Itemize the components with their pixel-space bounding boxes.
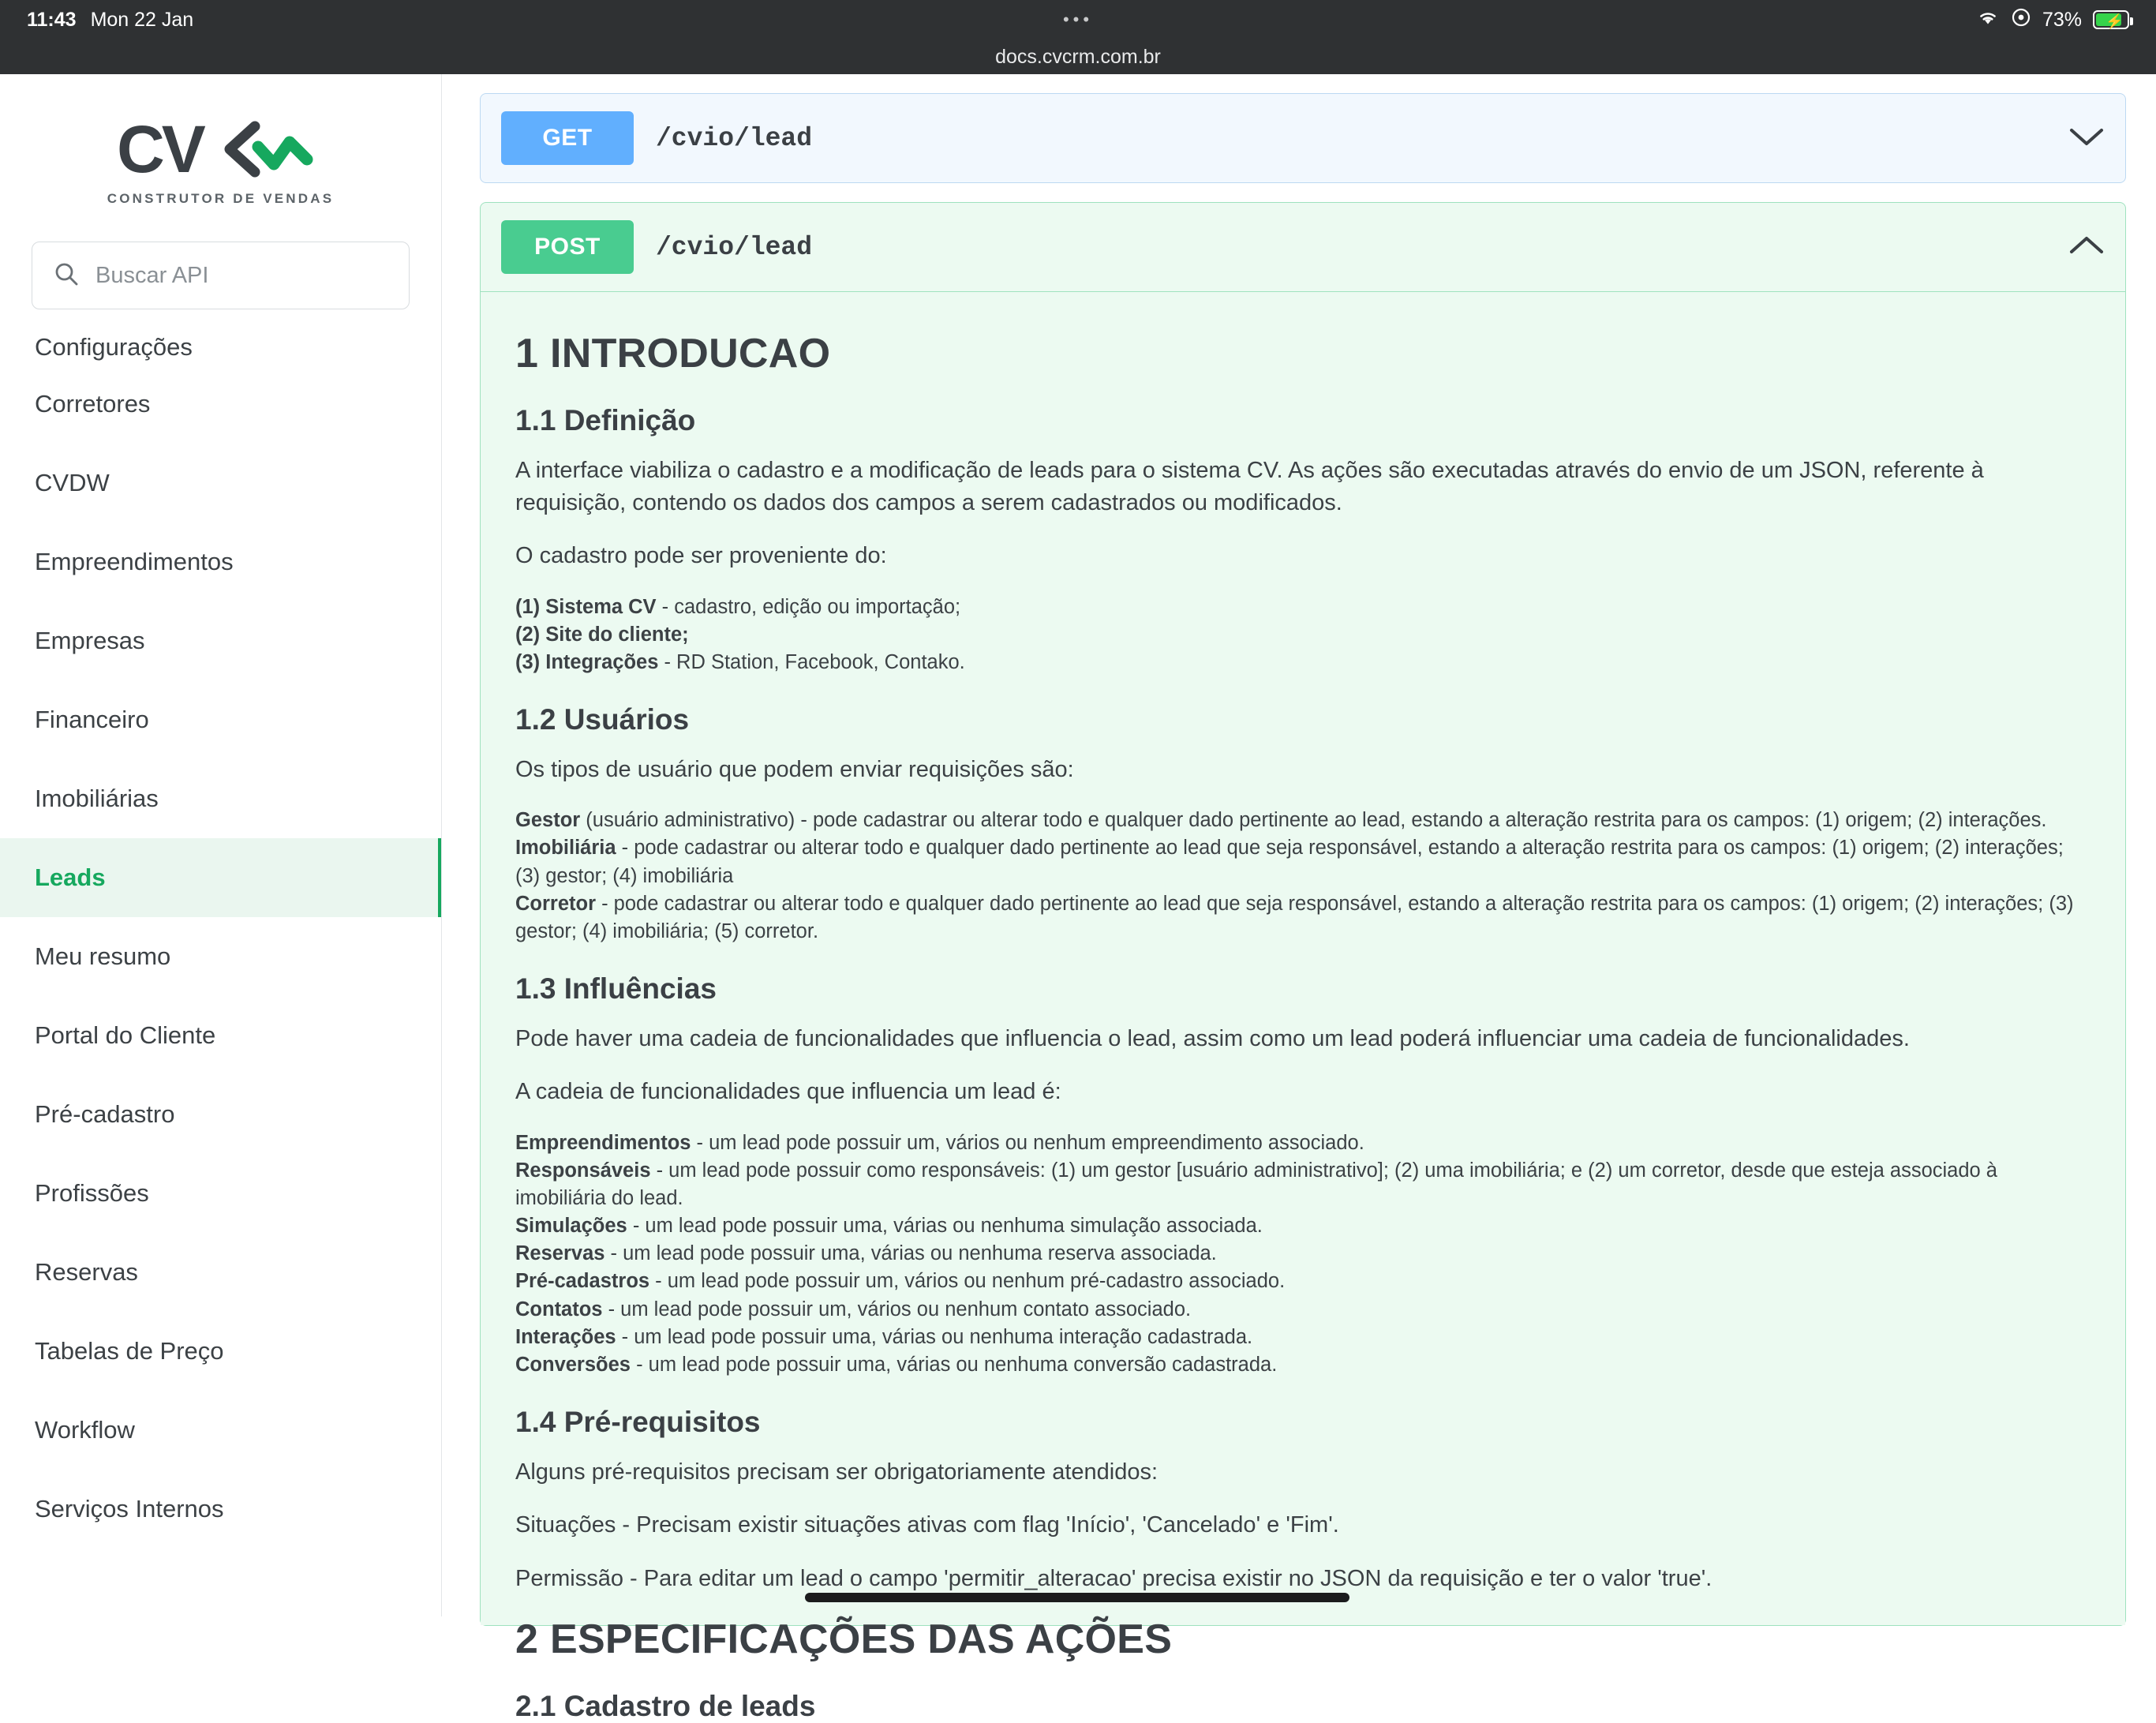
paragraph-prereq-situacoes: Situações - Precisam existir situações ativas com flag 'Início', 'Cancelado' e 'Fim'. [515,1512,1339,1538]
sidebar-item-cvdw[interactable] [0,444,441,523]
endpoint-get-cvio-lead[interactable] [480,93,2126,183]
sidebar-item-empresas[interactable] [0,601,441,680]
battery-percent-label: 73% [2042,8,2082,31]
sidebar-item-meu-resumo[interactable] [0,917,441,996]
list-item-label: Reservas [515,1242,605,1265]
endpoint-documentation-body [481,291,2125,1722]
multitasking-dots-icon[interactable]: ••• [1062,9,1094,29]
paragraph-prereq-permissao: Permissão - Para editar um lead o campo 'permitir_alteracao' precisa existir no JSON da requisição e ter o valor 'true'. [515,1565,1712,1591]
list-item-text: - pode cadastrar ou alterar todo e qualquer dado pertinente ao lead que seja responsável, estando a alteração restrita para os campos: (1) origem; (2) interações; (3) gestor; (4) imobiliária [515,837,2064,887]
list-tipos-usuario [515,807,2090,946]
home-indicator[interactable] [805,1593,1349,1602]
endpoint-path: /cvio/lead [656,123,813,153]
sidebar-item-label: Corretores [35,390,151,418]
browser-url-bar[interactable] [0,39,2156,74]
list-item-text: - um lead pode possuir como responsáveis: (1) um gestor [usuário administrativo]; (2) uma imobiliária; e (2) um corretor, desde que esteja associado à imobiliária do lead. [515,1159,1997,1209]
endpoint-header[interactable] [481,203,2125,291]
sidebar-item-portal-do-cliente[interactable] [0,996,441,1075]
list-item [515,1324,2090,1351]
sidebar-item-label: Imobiliárias [35,785,159,812]
endpoint-header[interactable] [481,94,2125,182]
sidebar-item-label: Tabelas de Preço [35,1337,224,1365]
list-item [515,1157,2090,1212]
subsection-heading-usuarios: 1.2 Usuários [515,703,690,736]
sidebar-item-reservas[interactable] [0,1233,441,1312]
sidebar-item-corretores[interactable] [0,365,441,444]
section-heading-especificacoes: 2 ESPECIFICAÇÕES DAS AÇÕES [515,1616,1173,1662]
sidebar-item-label: Portal do Cliente [35,1021,216,1049]
paragraph-usuarios: Os tipos de usuário que podem enviar requisições são: [515,757,1074,783]
sidebar-search-area [0,215,441,309]
sidebar-item-label: Meu resumo [35,942,171,970]
list-item-text: - um lead pode possuir uma, várias ou nenhuma conversão cadastrada. [630,1354,1278,1377]
api-docs-content [442,74,2156,1722]
sidebar-item-leads[interactable] [0,838,441,917]
status-date: Mon 22 Jan [90,8,194,31]
status-left-group [27,9,193,32]
search-input[interactable] [95,263,388,289]
sidebar-item-workflow[interactable] [0,1391,441,1470]
sidebar-item-imobiliarias[interactable] [0,759,441,838]
page-root [0,74,2156,1722]
logo-text: CV [117,112,203,186]
subsection-heading-pre-requisitos: 1.4 Pré-requisitos [515,1406,761,1439]
sidebar-item-label: Financeiro [35,706,149,733]
sidebar-item-servicos-internos[interactable] [0,1470,441,1549]
list-item [515,1240,2090,1268]
list-item-label: Corretor [515,892,597,915]
ios-status-bar [0,0,2156,39]
list-item [515,1129,2090,1157]
list-item-label: Interações [515,1325,616,1348]
status-time: 11:43 [27,8,77,31]
status-center-group [1063,0,1093,39]
list-item-text: - um lead pode possuir uma, várias ou nenhuma simulação associada. [627,1215,1263,1238]
list-item [515,834,2090,890]
section-heading-introducao: 1 INTRODUCAO [515,331,831,376]
list-item-text: - RD Station, Facebook, Contako. [658,650,965,673]
list-item-label: (3) Integrações [515,650,659,673]
sidebar-item-label: CVDW [35,469,110,496]
list-item [515,1212,2090,1240]
list-item-text: - pode cadastrar ou alterar todo e qualquer dado pertinente ao lead que seja responsável, estando a alteração restrita para os campos: (1) origem; (2) interações; (3) gestor; (4) imobiliária; (5) corretor. [515,892,2074,942]
list-cadeia-funcionalidades [515,1129,2090,1380]
paragraph-prereq-intro: Alguns pré-requisitos precisam ser obrigatoriamente atendidos: [515,1459,1158,1485]
sidebar-item-configuracoes[interactable] [0,333,441,365]
sidebar-item-pre-cadastro[interactable] [0,1075,441,1154]
sidebar-item-label: Reservas [35,1258,138,1286]
sidebar-item-label: Pré-cadastro [35,1100,175,1128]
list-item-label: Empreendimentos [515,1131,691,1154]
search-icon [53,260,80,291]
sidebar-item-financeiro[interactable] [0,680,441,759]
list-item-label: (2) Site do cliente; [515,623,689,646]
list-item [515,890,2090,946]
sidebar-item-tabelas-de-preco[interactable] [0,1312,441,1391]
list-item [515,1351,2090,1379]
list-item-label: Simulações [515,1215,627,1238]
list-item [515,807,2090,834]
list-item-text: - cadastro, edição ou importação; [656,595,961,618]
sidebar-item-label: Serviços Internos [35,1495,224,1523]
list-item-label: Responsáveis [515,1159,651,1182]
endpoint-path: /cvio/lead [656,232,813,262]
focus-icon [2011,7,2031,33]
list-item [515,1296,2090,1324]
paragraph-influencias-1: Pode haver uma cadeia de funcionalidades que influencia o lead, assim como um lead poderá influenciar uma cadeia de funcionalidades. [515,1026,1910,1052]
sidebar-item-empreendimentos[interactable] [0,523,441,601]
list-item-text: (usuário administrativo) - pode cadastrar ou alterar todo e qualquer dado pertinente ao lead, estando a alteração restrita para os campos: (1) origem; (2) interações. [580,809,2047,832]
sidebar-item-profissoes[interactable] [0,1154,441,1233]
list-item-text: - um lead pode possuir uma, várias ou nenhuma reserva associada. [605,1242,1217,1265]
logo-subtitle: CONSTRUTOR DE VENDAS [107,191,335,206]
sidebar [0,74,442,1616]
http-method-badge: GET [501,111,634,165]
list-item-text: - um lead pode possuir uma, várias ou nenhuma interação cadastrada. [616,1325,1253,1348]
sidebar-item-label: Configurações [35,333,193,361]
list-item [515,621,2090,649]
battery-charging-icon: ⚡ [2093,10,2129,29]
list-item-label: Pré-cadastros [515,1270,650,1293]
http-method-badge: POST [501,220,634,274]
sidebar-item-label: Empreendimentos [35,548,234,575]
list-item-label: Conversões [515,1354,631,1377]
sidebar-item-label: Empresas [35,627,145,654]
sidebar-item-label: Profissões [35,1179,149,1207]
paragraph-definicao: A interface viabiliza o cadastro e a modificação de leads para o sistema CV. As ações são executadas através do envio de um JSON, referente à requisição, contendo os dados dos campos a serem cadastrados ou modificados. [515,458,1984,516]
paragraph-proveniente: O cadastro pode ser proveniente do: [515,543,887,569]
list-item [515,649,2090,676]
list-item-text: - um lead pode possuir um, vários ou nenhum pré-cadastro associado. [649,1270,1286,1293]
list-item-label: (1) Sistema CV [515,595,657,618]
sidebar-item-label: Workflow [35,1416,135,1444]
logo-wave-icon [206,115,324,183]
endpoint-post-cvio-lead[interactable] [480,202,2126,1722]
list-item-label: Gestor [515,809,581,832]
search-box[interactable] [32,242,410,309]
brand-logo[interactable] [0,74,441,215]
paragraph-influencias-2: A cadeia de funcionalidades que influencia um lead é: [515,1079,1061,1105]
list-item [515,594,2090,621]
list-item-text: - um lead pode possuir um, vários ou nenhum contato associado. [602,1298,1192,1320]
sidebar-item-label: Leads [35,863,106,891]
sidebar-nav [0,333,441,1549]
list-item-label: Imobiliária [515,837,616,860]
list-origens-cadastro [515,594,2090,677]
list-item-text: - um lead pode possuir um, vários ou nenhum empreendimento associado. [691,1131,1364,1154]
list-item-label: Contatos [515,1298,603,1320]
chevron-down-icon[interactable] [2068,125,2105,152]
subsection-heading-influencias: 1.3 Influências [515,972,717,1006]
url-text: docs.cvcrm.com.br [995,45,1161,68]
subsection-heading-cadastro-de-leads: 2.1 Cadastro de leads [515,1689,816,1722]
subsection-heading-definicao: 1.1 Definição [515,404,696,436]
wifi-icon [1976,8,2000,32]
list-item [515,1268,2090,1295]
status-right-group [1976,7,2129,33]
chevron-up-icon[interactable] [2068,234,2105,260]
